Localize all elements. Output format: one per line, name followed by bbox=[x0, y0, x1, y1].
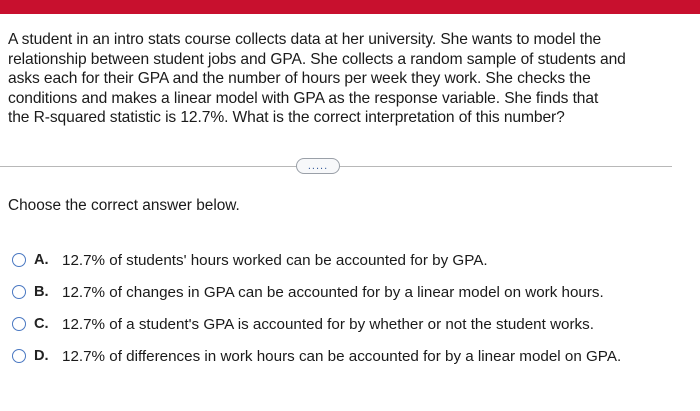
option-letter: B. bbox=[34, 284, 49, 300]
more-options-button[interactable] bbox=[296, 158, 340, 174]
question-line: A student in an intro stats course collects data at her university. She wants to model the bbox=[8, 31, 602, 48]
answer-option-a[interactable] bbox=[12, 244, 692, 276]
question-line: the R-squared statistic is 12.7%. What is the correct interpretation of this number? bbox=[8, 109, 565, 127]
option-letter: D. bbox=[34, 348, 49, 364]
answer-option-b[interactable] bbox=[12, 276, 692, 308]
radio-button-icon[interactable] bbox=[12, 317, 26, 331]
answer-option-c[interactable] bbox=[12, 308, 692, 340]
radio-button-icon[interactable] bbox=[12, 349, 26, 363]
option-text: 12.7% of students' hours worked can be accounted for by GPA. bbox=[62, 251, 488, 269]
answer-option-d[interactable] bbox=[12, 340, 692, 372]
ellipsis-icon: ..... bbox=[307, 160, 329, 172]
answer-prompt: Choose the correct answer below. bbox=[8, 197, 240, 214]
radio-button-icon[interactable] bbox=[12, 253, 26, 267]
radio-button-icon[interactable] bbox=[12, 285, 26, 299]
header-accent-bar bbox=[0, 0, 700, 14]
question-text bbox=[8, 30, 668, 128]
question-line: conditions and makes a linear model with GPA as the response variable. She finds that bbox=[8, 89, 599, 107]
question-line: relationship between student jobs and GPA. She collects a random sample of students and bbox=[8, 50, 626, 68]
option-text: 12.7% of a student's GPA is accounted for by whether or not the student works. bbox=[62, 315, 594, 333]
answer-options bbox=[12, 244, 692, 372]
option-text: 12.7% of changes in GPA can be accounted for by a linear model on work hours. bbox=[62, 283, 604, 301]
option-text: 12.7% of differences in work hours can be accounted for by a linear model on GPA. bbox=[62, 347, 622, 365]
option-letter: A. bbox=[34, 252, 49, 268]
top-bar bbox=[0, 0, 700, 22]
option-letter: C. bbox=[34, 316, 49, 332]
question-line: asks each for their GPA and the number of hours per week they work. She checks the bbox=[8, 70, 591, 88]
